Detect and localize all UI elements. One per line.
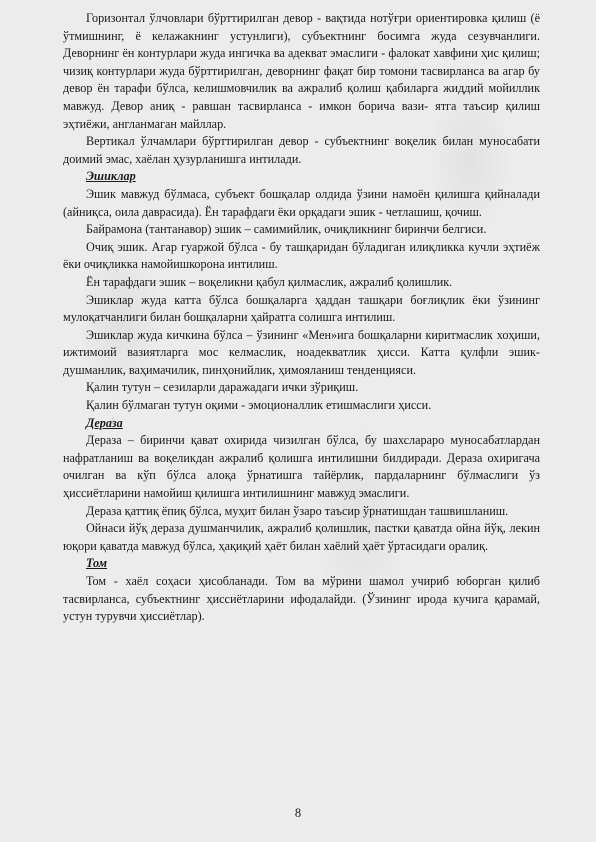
body-paragraph: Ойнаси йўқ дераза душманчилик, ажралиб қолишлик, пастки қаватда ойна йўқ, лекин юқори қаватда мавжуд бўлса, ҳақиқий ҳаёт билан хаёлий ҳаёт ўртасидаги оралиқ. [63, 521, 540, 553]
body-paragraph: Қалин тутун – сезиларли даражадаги ички зўриқиш. [86, 380, 359, 395]
body-paragraph: Эшиклар жуда катта бўлса бошқаларга ҳаддан ташқари боғлиқлик ёки ўзининг мулоқатчанлиги билан бошқаларни ҳайратга солишга интилиш. [63, 292, 540, 325]
body-paragraph: Қалин бўлмаган тутун оқими - эмоционаллик етишмаслиги ҳисси. [86, 398, 432, 413]
section-heading: Том [86, 556, 107, 571]
body-paragraph: Ён тарафдаги эшик – воқеликни қабул қилмаслик, ажралиб қолишлик. [86, 274, 453, 289]
section-heading: Эшиклар [86, 169, 136, 184]
body-paragraph: Горизонтал ўлчовлари бўрттирилган девор - вақтида нотўғри ориентировка қилиш (ё ўтмишнинг, ё келажакнинг устунлиги), субъектнинг босимга жуда сезувчанлиги. Деворнинг ён контурлари жуда ингичка ва адекват эмаслиги - фалокат хавфини ҳис қилиш; чизиқ контурлари жуда бўрттирилган, деворнинг фақат бир томони тасвирланса ва агар бу девор ён тарафи бўлса, келишмовчилик ва ажралиб қолиш қабиларга жиддий мойиллик мавжуд. Девор аниқ - равшан тасвирланса - имкон борича вази- ятга таъсир қилиш эҳтиёжи, англанмаган майллар. [63, 11, 540, 131]
body-paragraph: Дераза – биринчи қават охирида чизилган бўлса, бу шахслараро муносабатлардан нафратланиш ва воқеликдан ажралиб қолишга интилишни билдиради. Дераза охиригача очилган ва кўп бўлса алоқа ўрнатишга тайёрлик, пардаларнинг бўлмаслиги ўз ҳиссиётларини намойиш қилишга интилишнинг мавжуд эмаслиги. [63, 433, 540, 501]
body-paragraph: Вертикал ўлчамлари бўрттирилган девор - субъектнинг воқелик билан муносабати доимий эмас, хаёлан ҳузурланишга интилади. [63, 134, 540, 166]
body-paragraph: Эшиклар жуда кичкина бўлса – ўзининг «Мен»ига бошқаларни киритмаслик хоҳиши, ижтимоий вазиятларга мос келмаслик, ноадекватлик ҳисси. Катта қулфли эшик-душманлик, ваҳимачилик, пинҳонийлик, ҳимояланиш тенденцияси. [63, 327, 540, 377]
body-paragraph: Дераза қаттиқ ёпиқ бўлса, муҳит билан ўзаро таъсир ўрнатишдан ташвишланиш. [86, 503, 509, 518]
section-heading: Дераза [86, 415, 123, 430]
body-paragraph: Байрамона (тантанавор) эшик – самимийлик, очиқликнинг биринчи белгиси. [86, 222, 487, 237]
page-number: 8 [294, 806, 302, 820]
body-paragraph: Очиқ эшик. Агар гуаржой бўлса - бу ташқаридан бўладиган илиқликка кучли эҳтиёж ёки очиқликка намойишкорона интилиш. [63, 239, 540, 272]
body-paragraph: Том - хаёл соҳаси ҳисобланади. Том ва мўрини шамол учириб юборган қилиб тасвирланса, субъектнинг ҳиссиётларини ифодалайди. (Ўзининг ирода кучига қарамай, устун турувчи ҳиссиётлар). [63, 574, 540, 624]
document-body [63, 10, 540, 626]
body-paragraph: Эшик мавжуд бўлмаса, субъект бошқалар олдида ўзини намоён қилишга қийналади (айниқса, оила даврасида). Ён тарафдаги ёки орқадаги эшик - четлашиш, қочиш. [63, 186, 540, 219]
